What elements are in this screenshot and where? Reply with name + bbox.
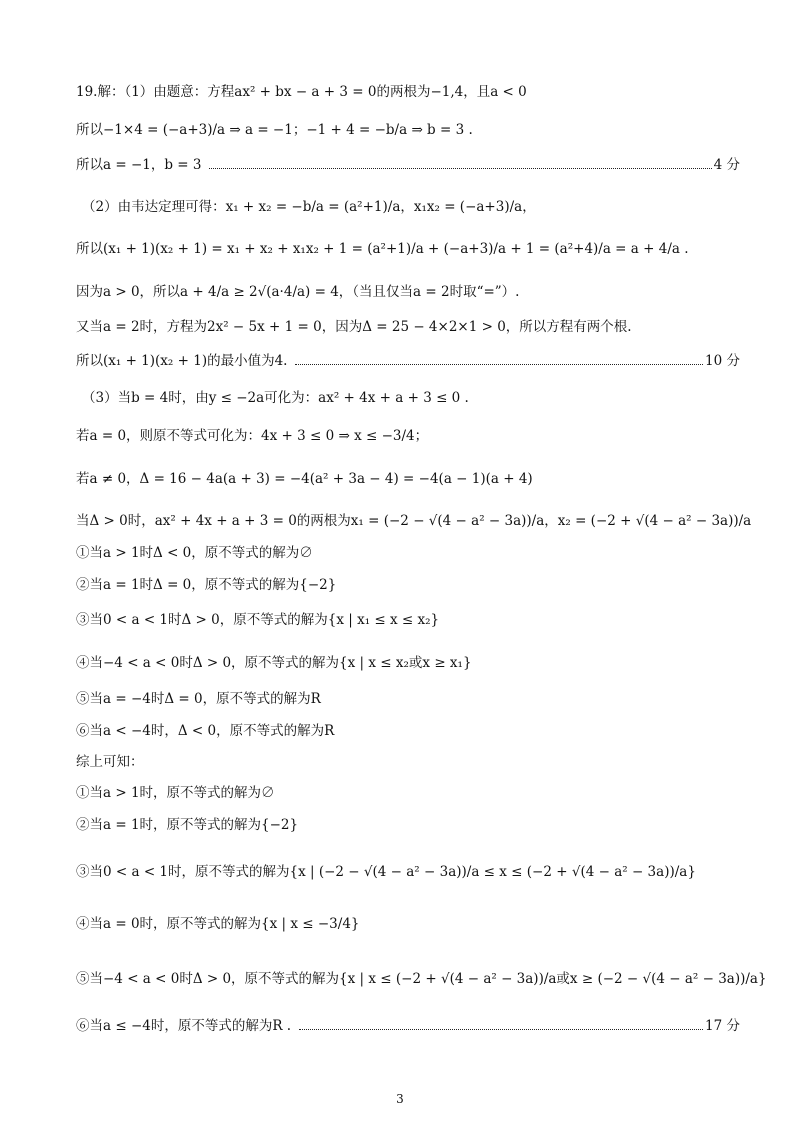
solution-line: ①当a > 1时，原不等式的解为∅ bbox=[76, 785, 275, 801]
solution-line: ①当a > 1时Δ < 0，原不等式的解为∅ bbox=[76, 545, 313, 561]
solution-line: ⑤当−4 < a < 0时Δ > 0，原不等式的解为{x | x ≤ (−2 + √(4 − a² − 3a))/a或x ≥ (−2 − √(4 − a² − 3a))/a} bbox=[76, 971, 767, 987]
solution-line-scored: 所以(x₁ + 1)(x₂ + 1)的最小值为4. 10 分 bbox=[76, 353, 740, 369]
score-label: 4 分 bbox=[713, 157, 740, 173]
solution-line: ④当a = 0时，原不等式的解为{x | x ≤ −3/4} bbox=[76, 916, 360, 932]
solution-line: ⑤当a = −4时Δ = 0，原不等式的解为R bbox=[76, 691, 321, 707]
dotted-leader bbox=[209, 168, 711, 169]
solution-line: ④当−4 < a < 0时Δ > 0，原不等式的解为{x | x ≤ x₂或x ≥ x₁} bbox=[76, 655, 472, 671]
solution-line: ③当0 < a < 1时Δ > 0，原不等式的解为{x | x₁ ≤ x ≤ x₂} bbox=[76, 612, 440, 628]
solution-line: （2）由韦达定理可得：x₁ + x₂ = −b/a = (a²+1)/a，x₁x₂ = (−a+3)/a， bbox=[82, 199, 536, 215]
score-label: 10 分 bbox=[705, 353, 740, 369]
solution-line: ②当a = 1时Δ = 0，原不等式的解为{−2} bbox=[76, 577, 337, 593]
solution-line: ③当0 < a < 1时，原不等式的解为{x | (−2 − √(4 − a² − 3a))/a ≤ x ≤ (−2 + √(4 − a² − 3a))/a} bbox=[76, 864, 696, 880]
solution-line: （3）当b = 4时，由y ≤ −2a可化为：ax² + 4x + a + 3 ≤ 0 . bbox=[82, 390, 469, 406]
solution-line: 又当a = 2时，方程为2x² − 5x + 1 = 0，因为Δ = 25 − 4×2×1 > 0，所以方程有两个根. bbox=[76, 319, 632, 335]
solution-line: 所以−1×4 = (−a+3)/a ⇒ a = −1；−1 + 4 = −b/a ⇒ b = 3 . bbox=[76, 122, 473, 138]
solution-line-scored: ⑥当a ≤ −4时，原不等式的解为R . 17 分 bbox=[76, 1018, 740, 1034]
solution-line: 若a = 0，则原不等式可化为：4x + 3 ≤ 0 ⇒ x ≤ −3/4； bbox=[76, 428, 429, 444]
solution-line-scored: 所以a = −1，b = 3 4 分 bbox=[76, 157, 740, 173]
solution-line: 因为a > 0，所以a + 4/a ≥ 2√(a·4/a) = 4，（当且仅当a = 2时取“=”）. bbox=[76, 284, 520, 300]
dotted-leader bbox=[295, 364, 703, 365]
solution-line: ②当a = 1时，原不等式的解为{−2} bbox=[76, 817, 299, 833]
solution-line: ⑥当a < −4时，Δ < 0，原不等式的解为R bbox=[76, 723, 335, 739]
solution-line: 所以(x₁ + 1)(x₂ + 1) = x₁ + x₂ + x₁x₂ + 1 = (a²+1)/a + (−a+3)/a + 1 = (a²+4)/a = a + 4/a . bbox=[76, 241, 689, 257]
page-number: 3 bbox=[396, 1092, 404, 1106]
solution-line: 若a ≠ 0，Δ = 16 − 4a(a + 3) = −4(a² + 3a − 4) = −4(a − 1)(a + 4) bbox=[76, 471, 533, 487]
solution-line: 当Δ > 0时，ax² + 4x + a + 3 = 0的两根为x₁ = (−2 − √(4 − a² − 3a))/a，x₂ = (−2 + √(4 − a² − 3a))/a bbox=[76, 513, 752, 529]
solution-line: 综上可知： bbox=[76, 754, 144, 770]
score-label: 17 分 bbox=[705, 1018, 740, 1034]
dotted-leader bbox=[299, 1029, 703, 1030]
solution-line: 19.解：（1）由题意：方程ax² + bx − a + 3 = 0的两根为−1,4，且a < 0 bbox=[76, 84, 527, 100]
